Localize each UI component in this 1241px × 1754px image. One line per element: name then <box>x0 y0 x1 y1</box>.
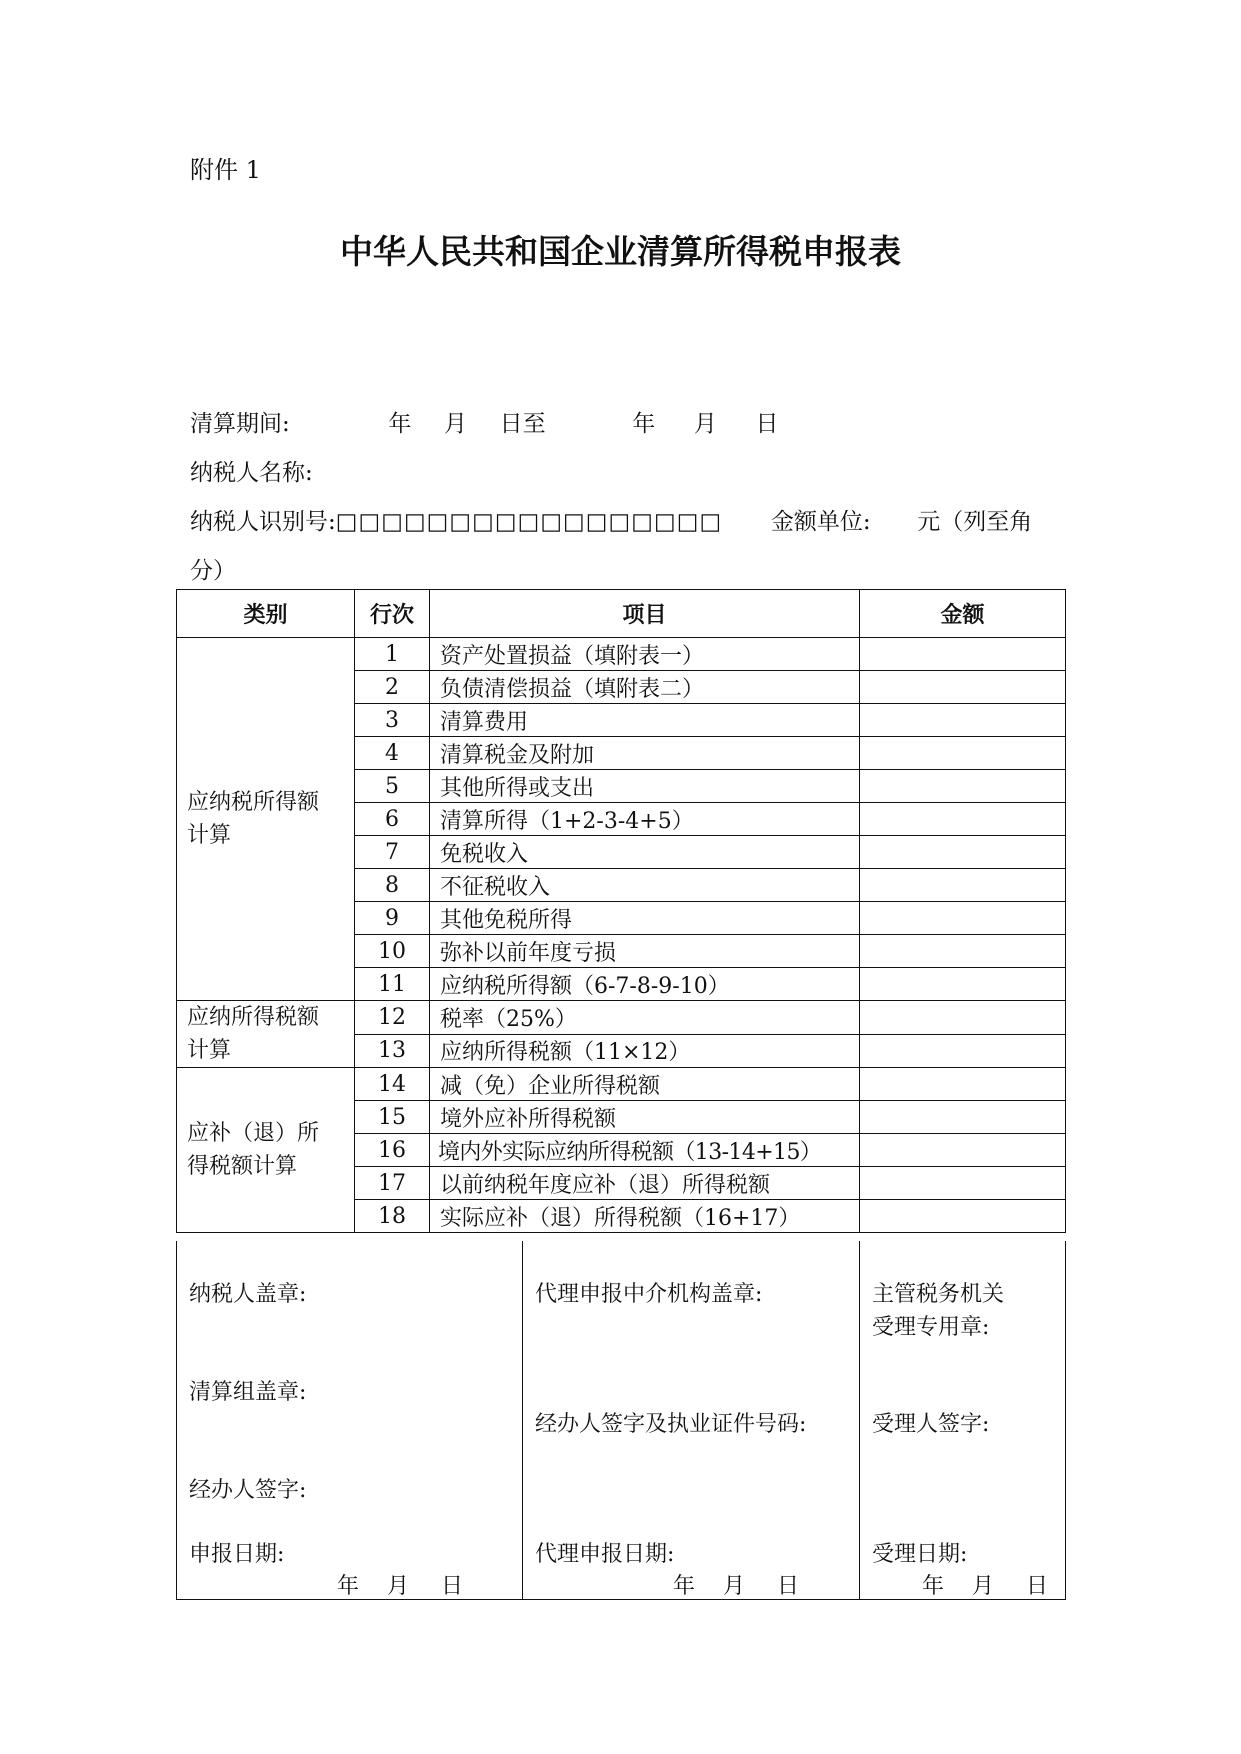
row-amount[interactable] <box>860 1034 1066 1068</box>
table-header-row <box>177 590 1066 638</box>
row-item: 不征税收入 <box>430 869 860 902</box>
category-taxable-income: 应纳税所得额 计算 <box>177 638 355 1001</box>
amount-unit-value-cont: 分） <box>190 558 236 584</box>
row-no: 14 <box>355 1068 430 1101</box>
handler-signature-label: 经办人签字: <box>189 1478 307 1503</box>
row-item: 资产处置损益（填附表一） <box>430 638 860 671</box>
agency-seal-label: 代理申报中介机构盖章: <box>535 1282 763 1307</box>
acceptance-date-label: 受理日期: <box>872 1542 968 1567</box>
period-from-month: 月 <box>444 411 467 437</box>
row-amount[interactable] <box>860 737 1066 770</box>
category-tax-payable: 应纳所得税额 计算 <box>177 1001 355 1068</box>
tax-authority-seal-label-line2: 受理专用章: <box>872 1315 990 1340</box>
row-no: 3 <box>355 704 430 737</box>
date-month: 月 <box>972 1574 995 1599</box>
row-amount[interactable] <box>860 1101 1066 1134</box>
taxpayer-seal-label: 纳税人盖章: <box>189 1282 307 1307</box>
period-from-year: 年 <box>388 411 412 437</box>
row-item: 负债清偿损益（填附表二） <box>430 671 860 704</box>
table-row <box>177 1068 1066 1101</box>
row-item: 境外应补所得税额 <box>430 1101 860 1134</box>
liquidation-period <box>190 405 779 438</box>
agent-signature-cell[interactable] <box>523 1241 860 1600</box>
receiver-signature-label: 受理人签字: <box>872 1412 990 1437</box>
row-no: 13 <box>355 1034 430 1068</box>
row-no: 11 <box>355 968 430 1001</box>
row-no: 4 <box>355 737 430 770</box>
agent-date-label: 代理申报日期: <box>535 1542 675 1567</box>
header-row-no: 行次 <box>355 590 430 638</box>
row-item: 清算所得（1+2-3-4+5） <box>430 803 860 836</box>
taxpayer-id-label: 纳税人识别号: <box>190 509 336 535</box>
row-amount[interactable] <box>860 638 1066 671</box>
amount-unit-label: 金额单位: <box>770 509 871 535</box>
period-to-month: 月 <box>693 411 717 437</box>
taxpayer-id-boxes: □□□□□□□□□□□□□□□□□ <box>335 509 723 535</box>
date-day: 日 <box>1026 1574 1049 1599</box>
row-no: 6 <box>355 803 430 836</box>
row-no: 15 <box>355 1101 430 1134</box>
row-item: 清算税金及附加 <box>430 737 860 770</box>
header-amount: 金额 <box>860 590 1066 638</box>
date-day: 日 <box>441 1574 464 1599</box>
row-no: 12 <box>355 1001 430 1035</box>
taxpayer-signature-cell[interactable] <box>177 1241 523 1600</box>
row-amount[interactable] <box>860 935 1066 968</box>
period-to-year: 年 <box>632 411 656 437</box>
row-amount[interactable] <box>860 770 1066 803</box>
row-item: 税率（25%） <box>430 1001 860 1035</box>
row-item: 其他所得或支出 <box>430 770 860 803</box>
agent-handler-label: 经办人签字及执业证件号码: <box>535 1412 807 1437</box>
date-year: 年 <box>337 1574 360 1599</box>
period-from-day-to: 日至 <box>499 411 546 437</box>
row-amount[interactable] <box>860 902 1066 935</box>
row-item: 弥补以前年度亏损 <box>430 935 860 968</box>
tax-authority-cell[interactable] <box>860 1241 1066 1600</box>
date-year: 年 <box>673 1574 696 1599</box>
row-amount[interactable] <box>860 1001 1066 1035</box>
row-amount[interactable] <box>860 704 1066 737</box>
row-item: 应纳所得税额（11×12） <box>430 1034 860 1068</box>
row-no: 9 <box>355 902 430 935</box>
row-amount[interactable] <box>860 803 1066 836</box>
page-title: 中华人民共和国企业清算所得税申报表 <box>340 232 901 271</box>
table-row <box>177 1001 1066 1035</box>
header-item: 项目 <box>430 590 860 638</box>
row-no: 17 <box>355 1167 430 1200</box>
row-amount[interactable] <box>860 1167 1066 1200</box>
row-no: 1 <box>355 638 430 671</box>
declaration-date-label: 申报日期: <box>189 1542 285 1567</box>
row-item: 境内外实际应纳所得税额（13-14+15） <box>430 1134 860 1167</box>
date-month: 月 <box>387 1574 410 1599</box>
row-no: 18 <box>355 1200 430 1233</box>
date-month: 月 <box>723 1574 746 1599</box>
date-year: 年 <box>922 1574 945 1599</box>
row-amount[interactable] <box>860 671 1066 704</box>
period-to-day: 日 <box>755 411 779 437</box>
liquidation-group-seal-label: 清算组盖章: <box>189 1380 307 1405</box>
taxpayer-id-line <box>190 503 1032 536</box>
row-amount[interactable] <box>860 1200 1066 1233</box>
row-no: 5 <box>355 770 430 803</box>
row-item: 以前纳税年度应补（退）所得税额 <box>430 1167 860 1200</box>
row-amount[interactable] <box>860 1134 1066 1167</box>
row-item: 应纳税所得额（6-7-8-9-10） <box>430 968 860 1001</box>
row-item: 免税收入 <box>430 836 860 869</box>
row-item: 实际应补（退）所得税额（16+17） <box>430 1200 860 1233</box>
row-no: 10 <box>355 935 430 968</box>
row-item: 其他免税所得 <box>430 902 860 935</box>
attachment-label: 附件 1 <box>190 156 261 184</box>
row-no: 2 <box>355 671 430 704</box>
amount-unit-value: 元（列至角 <box>917 509 1033 535</box>
signature-section <box>176 1241 1066 1600</box>
table-row <box>177 638 1066 671</box>
row-no: 8 <box>355 869 430 902</box>
header-category: 类别 <box>177 590 355 638</box>
taxpayer-name-label: 纳税人名称: <box>190 460 313 486</box>
row-amount[interactable] <box>860 968 1066 1001</box>
row-amount[interactable] <box>860 1068 1066 1101</box>
row-no: 7 <box>355 836 430 869</box>
declaration-table <box>176 589 1066 1233</box>
row-item: 清算费用 <box>430 704 860 737</box>
date-day: 日 <box>777 1574 800 1599</box>
row-item: 减（免）企业所得税额 <box>430 1068 860 1101</box>
row-no: 16 <box>355 1134 430 1167</box>
row-amount[interactable] <box>860 869 1066 902</box>
tax-authority-seal-label-line1: 主管税务机关 <box>872 1282 1005 1307</box>
period-label: 清算期间: <box>190 411 290 437</box>
row-amount[interactable] <box>860 836 1066 869</box>
category-tax-supplement-refund: 应补（退）所 得税额计算 <box>177 1068 355 1233</box>
